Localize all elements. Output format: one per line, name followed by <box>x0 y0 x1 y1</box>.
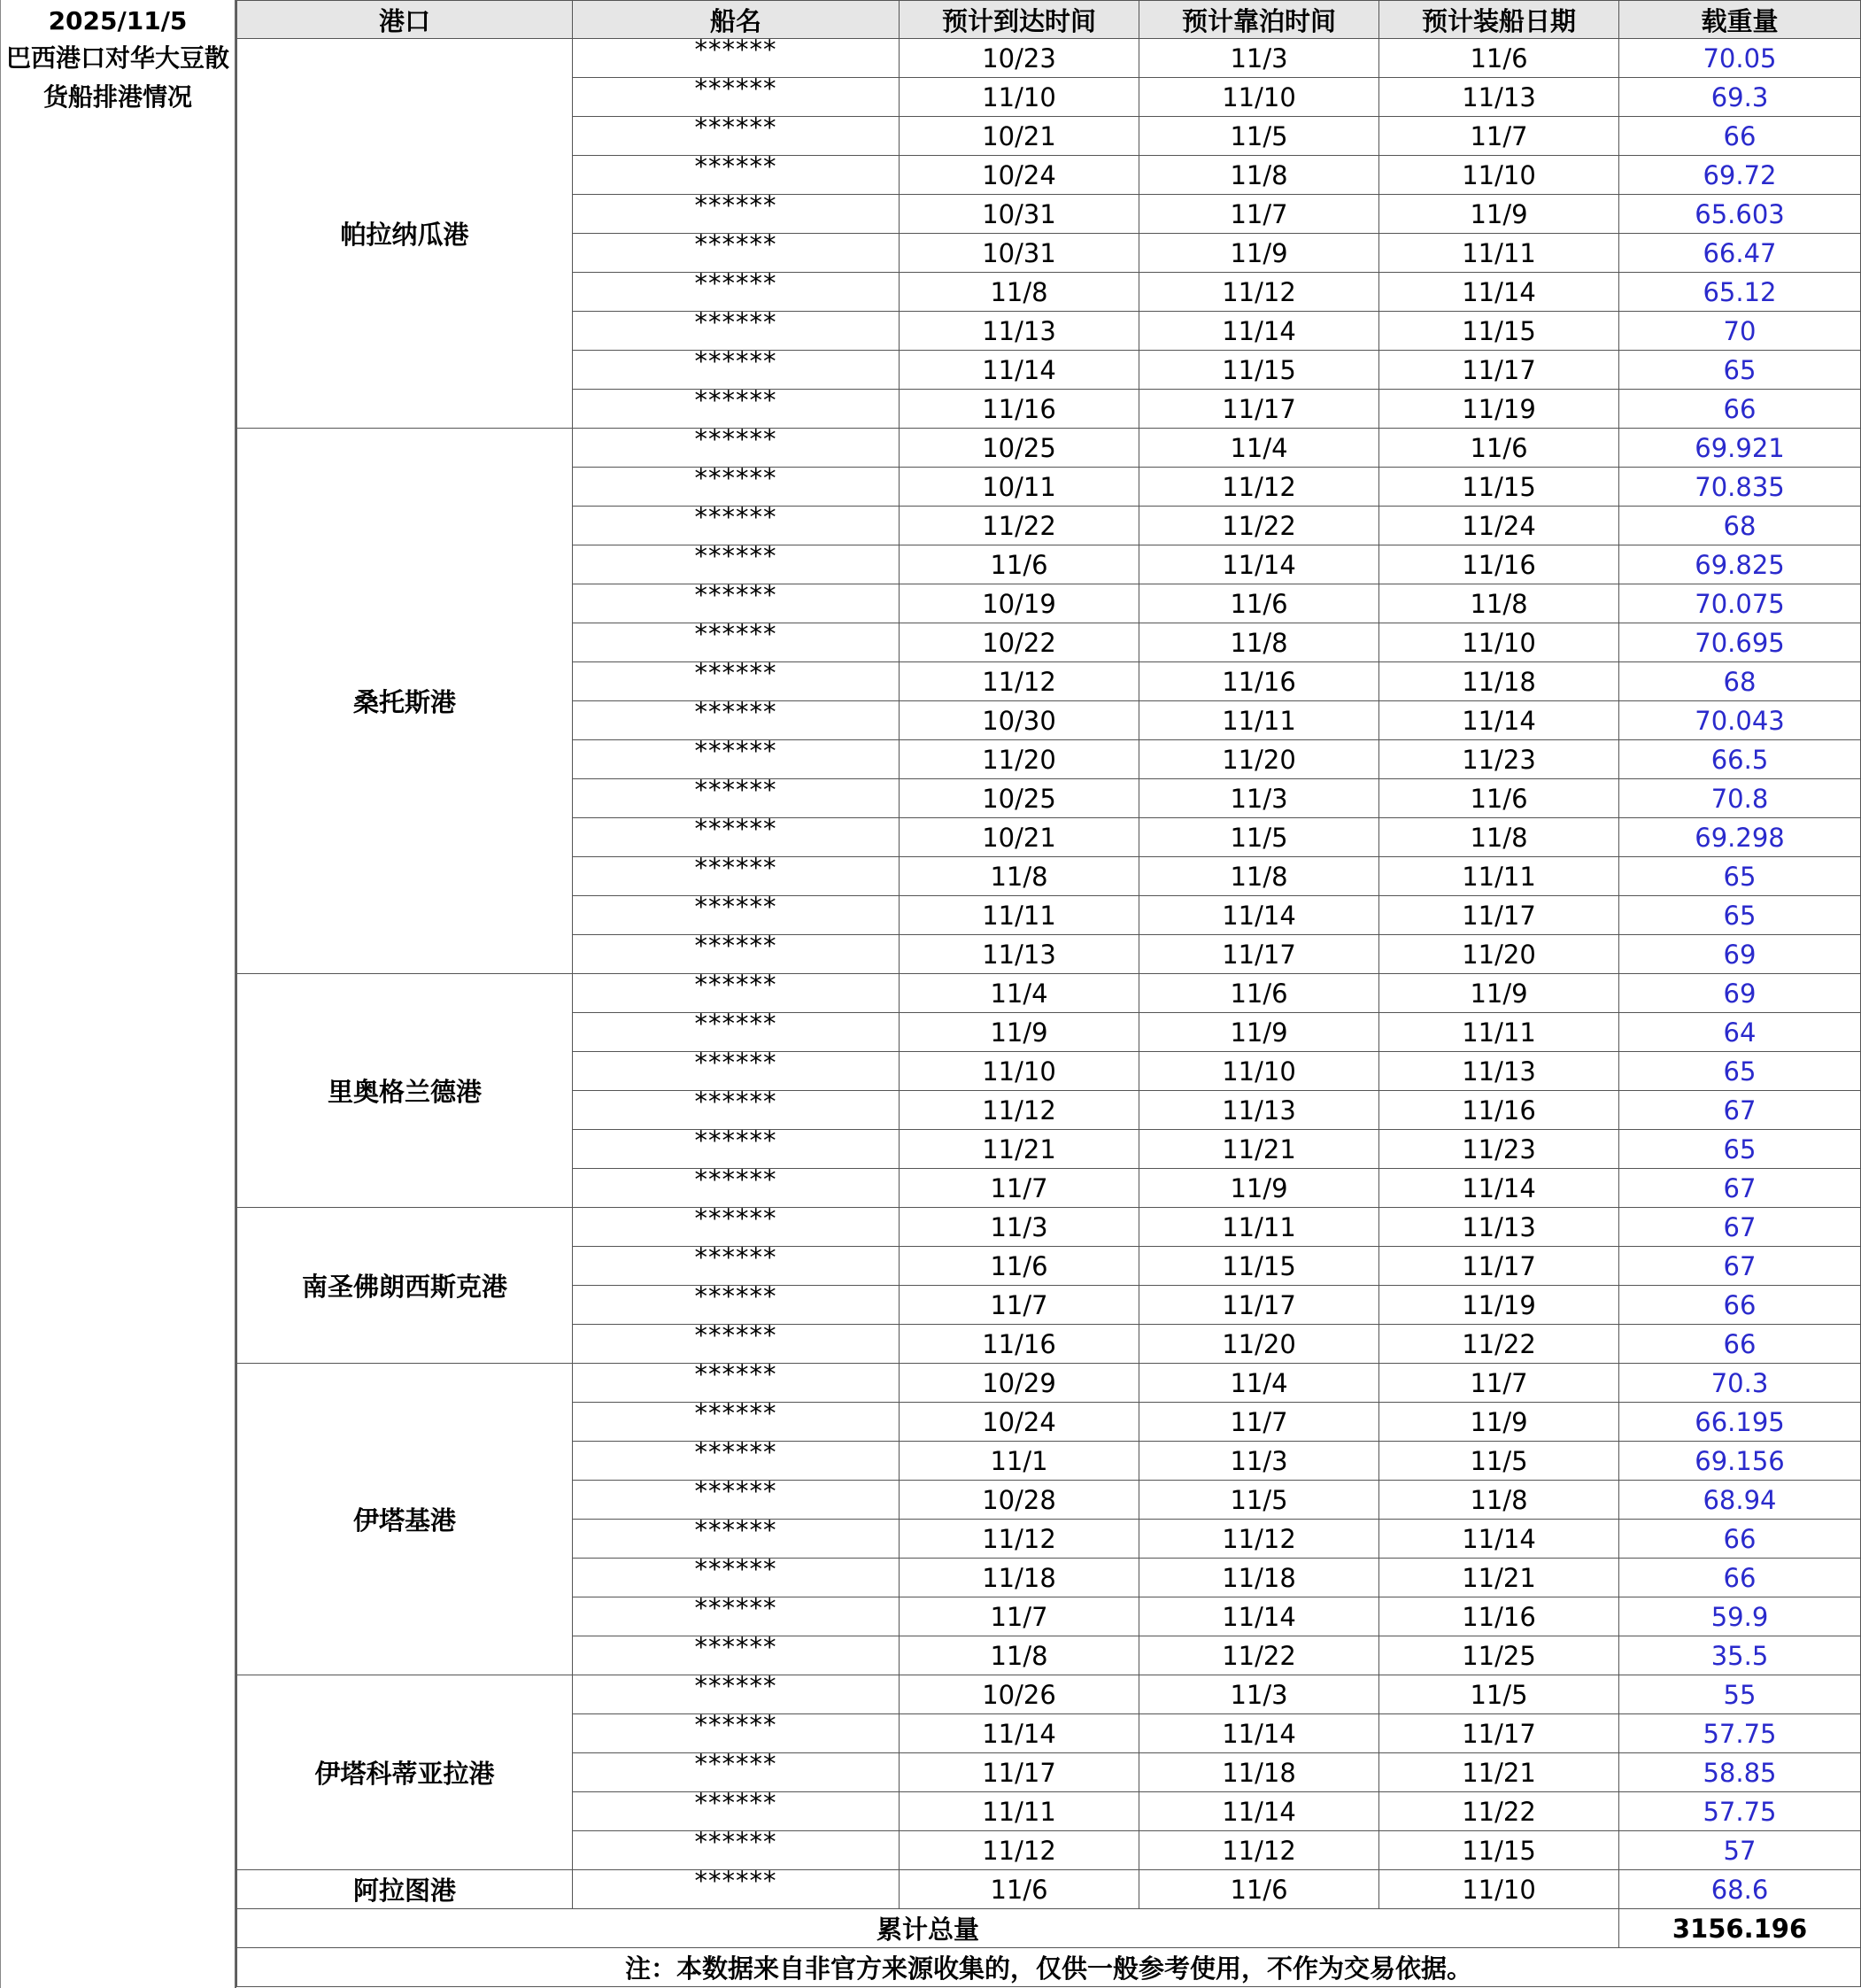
cell-ship: ****** <box>573 1714 900 1753</box>
cell-loading: 11/16 <box>1379 1597 1619 1636</box>
cell-loading: 11/17 <box>1379 896 1619 935</box>
cell-berth: 11/9 <box>1139 1013 1379 1052</box>
header-loading: 预计装船日期 <box>1379 1 1619 39</box>
cell-eta: 10/21 <box>900 818 1139 857</box>
cell-weight: 67 <box>1619 1091 1861 1130</box>
cell-eta: 11/9 <box>900 1013 1139 1052</box>
cell-eta: 11/6 <box>900 545 1139 584</box>
cell-eta: 10/11 <box>900 468 1139 507</box>
cell-berth: 11/11 <box>1139 1208 1379 1247</box>
cell-eta: 11/12 <box>900 1091 1139 1130</box>
cell-weight: 65 <box>1619 351 1861 390</box>
disclaimer-note: 注：本数据来自非官方来源收集的，仅供一般参考使用，不作为交易依据。 <box>237 1948 1861 1987</box>
cell-berth: 11/11 <box>1139 701 1379 740</box>
cell-ship: ****** <box>573 1870 900 1909</box>
cell-weight: 67 <box>1619 1247 1861 1286</box>
cell-ship: ****** <box>573 857 900 896</box>
cell-weight: 65.603 <box>1619 195 1861 234</box>
cell-weight: 70.835 <box>1619 468 1861 507</box>
cell-ship: ****** <box>573 195 900 234</box>
cell-weight: 65.12 <box>1619 273 1861 312</box>
cell-eta: 11/7 <box>900 1169 1139 1208</box>
cell-eta: 11/12 <box>900 1831 1139 1870</box>
cell-berth: 11/6 <box>1139 974 1379 1013</box>
cell-ship: ****** <box>573 1364 900 1403</box>
cell-weight: 65 <box>1619 1130 1861 1169</box>
cell-weight: 66 <box>1619 1559 1861 1597</box>
cell-berth: 11/3 <box>1139 1675 1379 1714</box>
cell-eta: 10/31 <box>900 234 1139 273</box>
cell-weight: 66.5 <box>1619 740 1861 779</box>
cell-loading: 11/6 <box>1379 779 1619 818</box>
port-name: 里奥格兰德港 <box>237 974 573 1208</box>
cell-berth: 11/20 <box>1139 1325 1379 1364</box>
cell-berth: 11/4 <box>1139 429 1379 468</box>
cell-berth: 11/15 <box>1139 351 1379 390</box>
header-ship: 船名 <box>573 1 900 39</box>
cell-eta: 11/10 <box>900 78 1139 117</box>
cell-ship: ****** <box>573 234 900 273</box>
cell-ship: ****** <box>573 740 900 779</box>
cell-berth: 11/5 <box>1139 818 1379 857</box>
cell-eta: 11/14 <box>900 351 1139 390</box>
cell-eta: 11/16 <box>900 390 1139 429</box>
port-name: 帕拉纳瓜港 <box>237 39 573 429</box>
cell-eta: 11/12 <box>900 1520 1139 1559</box>
cell-berth: 11/10 <box>1139 78 1379 117</box>
cell-weight: 69.72 <box>1619 156 1861 195</box>
cell-eta: 11/11 <box>900 1792 1139 1831</box>
cell-berth: 11/9 <box>1139 234 1379 273</box>
cell-ship: ****** <box>573 935 900 974</box>
cell-berth: 11/8 <box>1139 623 1379 662</box>
table-row <box>237 429 1861 468</box>
cell-loading: 11/10 <box>1379 156 1619 195</box>
cell-weight: 69.825 <box>1619 545 1861 584</box>
cell-loading: 11/8 <box>1379 1481 1619 1520</box>
cell-loading: 11/19 <box>1379 1286 1619 1325</box>
cell-ship: ****** <box>573 468 900 507</box>
cell-eta: 10/30 <box>900 701 1139 740</box>
cell-weight: 68.94 <box>1619 1481 1861 1520</box>
cell-ship: ****** <box>573 662 900 701</box>
report-title: 巴西港口对华大豆散货船排港情况 <box>6 43 230 112</box>
cell-berth: 11/14 <box>1139 1792 1379 1831</box>
cell-ship: ****** <box>573 818 900 857</box>
cell-ship: ****** <box>573 1636 900 1675</box>
cell-ship: ****** <box>573 312 900 351</box>
cell-ship: ****** <box>573 779 900 818</box>
cell-eta: 11/10 <box>900 1052 1139 1091</box>
cell-berth: 11/18 <box>1139 1559 1379 1597</box>
cell-berth: 11/14 <box>1139 1597 1379 1636</box>
cell-eta: 11/12 <box>900 662 1139 701</box>
cell-eta: 11/8 <box>900 273 1139 312</box>
total-value: 3156.196 <box>1619 1909 1861 1948</box>
cell-weight: 66.47 <box>1619 234 1861 273</box>
cell-loading: 11/13 <box>1379 1052 1619 1091</box>
cell-weight: 68 <box>1619 507 1861 545</box>
cell-berth: 11/9 <box>1139 1169 1379 1208</box>
cell-ship: ****** <box>573 701 900 740</box>
cell-ship: ****** <box>573 1208 900 1247</box>
cell-berth: 11/13 <box>1139 1091 1379 1130</box>
cell-eta: 11/13 <box>900 312 1139 351</box>
cell-loading: 11/23 <box>1379 1130 1619 1169</box>
schedule-body <box>237 39 1861 1909</box>
cell-ship: ****** <box>573 1559 900 1597</box>
cell-ship: ****** <box>573 623 900 662</box>
cell-eta: 10/21 <box>900 117 1139 156</box>
cell-loading: 11/9 <box>1379 195 1619 234</box>
cell-weight: 69.921 <box>1619 429 1861 468</box>
cell-ship: ****** <box>573 974 900 1013</box>
table-row <box>237 1675 1861 1714</box>
cell-weight: 69.3 <box>1619 78 1861 117</box>
cell-ship: ****** <box>573 1753 900 1792</box>
cell-ship: ****** <box>573 1597 900 1636</box>
cell-loading: 11/9 <box>1379 1403 1619 1442</box>
cell-loading: 11/10 <box>1379 1870 1619 1909</box>
cell-eta: 10/25 <box>900 429 1139 468</box>
cell-weight: 57.75 <box>1619 1792 1861 1831</box>
cell-loading: 11/7 <box>1379 1364 1619 1403</box>
cell-loading: 11/9 <box>1379 974 1619 1013</box>
cell-berth: 11/21 <box>1139 1130 1379 1169</box>
cell-berth: 11/12 <box>1139 468 1379 507</box>
cell-weight: 66 <box>1619 1286 1861 1325</box>
cell-loading: 11/8 <box>1379 818 1619 857</box>
cell-loading: 11/20 <box>1379 935 1619 974</box>
cell-weight: 57 <box>1619 1831 1861 1870</box>
cell-weight: 67 <box>1619 1208 1861 1247</box>
cell-weight: 57.75 <box>1619 1714 1861 1753</box>
cell-loading: 11/25 <box>1379 1636 1619 1675</box>
cell-loading: 11/16 <box>1379 1091 1619 1130</box>
cell-loading: 11/22 <box>1379 1792 1619 1831</box>
port-name: 桑托斯港 <box>237 429 573 974</box>
cell-eta: 10/25 <box>900 779 1139 818</box>
cell-eta: 11/22 <box>900 507 1139 545</box>
header-weight: 载重量 <box>1619 1 1861 39</box>
cell-loading: 11/13 <box>1379 78 1619 117</box>
cell-ship: ****** <box>573 78 900 117</box>
cell-loading: 11/7 <box>1379 117 1619 156</box>
cell-weight: 70.8 <box>1619 779 1861 818</box>
ship-schedule-table <box>236 0 1861 1987</box>
cell-berth: 11/17 <box>1139 1286 1379 1325</box>
cell-weight: 68 <box>1619 662 1861 701</box>
cell-eta: 11/13 <box>900 935 1139 974</box>
cell-loading: 11/5 <box>1379 1675 1619 1714</box>
cell-weight: 68.6 <box>1619 1870 1861 1909</box>
cell-ship: ****** <box>573 390 900 429</box>
table-row <box>237 1208 1861 1247</box>
cell-weight: 70.05 <box>1619 39 1861 78</box>
table-row <box>237 1364 1861 1403</box>
cell-berth: 11/8 <box>1139 156 1379 195</box>
cell-weight: 69.156 <box>1619 1442 1861 1481</box>
cell-berth: 11/14 <box>1139 1714 1379 1753</box>
cell-loading: 11/17 <box>1379 351 1619 390</box>
cell-eta: 11/18 <box>900 1559 1139 1597</box>
cell-weight: 65 <box>1619 896 1861 935</box>
note-row <box>237 1948 1861 1987</box>
cell-eta: 11/21 <box>900 1130 1139 1169</box>
cell-loading: 11/18 <box>1379 662 1619 701</box>
cell-loading: 11/19 <box>1379 390 1619 429</box>
cell-loading: 11/22 <box>1379 1325 1619 1364</box>
cell-loading: 11/11 <box>1379 857 1619 896</box>
cell-berth: 11/12 <box>1139 1520 1379 1559</box>
cell-weight: 65 <box>1619 1052 1861 1091</box>
cell-loading: 11/16 <box>1379 545 1619 584</box>
cell-eta: 10/19 <box>900 584 1139 623</box>
cell-loading: 11/5 <box>1379 1442 1619 1481</box>
cell-eta: 11/4 <box>900 974 1139 1013</box>
cell-weight: 70.3 <box>1619 1364 1861 1403</box>
cell-ship: ****** <box>573 1247 900 1286</box>
cell-berth: 11/14 <box>1139 545 1379 584</box>
cell-eta: 10/28 <box>900 1481 1139 1520</box>
header-berth: 预计靠泊时间 <box>1139 1 1379 39</box>
report-date: 2025/11/5 <box>48 6 188 35</box>
cell-berth: 11/14 <box>1139 312 1379 351</box>
report-sidebar <box>0 0 236 1988</box>
cell-berth: 11/17 <box>1139 390 1379 429</box>
cell-weight: 59.9 <box>1619 1597 1861 1636</box>
cell-ship: ****** <box>573 39 900 78</box>
total-label: 累计总量 <box>237 1909 1619 1948</box>
cell-ship: ****** <box>573 1052 900 1091</box>
cell-weight: 66 <box>1619 1520 1861 1559</box>
cell-loading: 11/15 <box>1379 1831 1619 1870</box>
cell-weight: 58.85 <box>1619 1753 1861 1792</box>
table-row <box>237 974 1861 1013</box>
cell-weight: 69.298 <box>1619 818 1861 857</box>
cell-berth: 11/20 <box>1139 740 1379 779</box>
cell-loading: 11/10 <box>1379 623 1619 662</box>
cell-berth: 11/10 <box>1139 1052 1379 1091</box>
cell-ship: ****** <box>573 584 900 623</box>
cell-weight: 66 <box>1619 1325 1861 1364</box>
cell-weight: 66.195 <box>1619 1403 1861 1442</box>
port-name: 阿拉图港 <box>237 1870 573 1909</box>
cell-ship: ****** <box>573 896 900 935</box>
cell-ship: ****** <box>573 117 900 156</box>
cell-loading: 11/14 <box>1379 1520 1619 1559</box>
cell-eta: 10/26 <box>900 1675 1139 1714</box>
cell-berth: 11/8 <box>1139 857 1379 896</box>
cell-loading: 11/13 <box>1379 1208 1619 1247</box>
cell-weight: 66 <box>1619 390 1861 429</box>
cell-eta: 11/7 <box>900 1286 1139 1325</box>
cell-berth: 11/12 <box>1139 273 1379 312</box>
cell-berth: 11/22 <box>1139 1636 1379 1675</box>
port-name: 伊塔基港 <box>237 1364 573 1675</box>
cell-ship: ****** <box>573 1169 900 1208</box>
cell-berth: 11/5 <box>1139 1481 1379 1520</box>
cell-ship: ****** <box>573 429 900 468</box>
cell-berth: 11/7 <box>1139 195 1379 234</box>
cell-ship: ****** <box>573 1091 900 1130</box>
header-row <box>237 1 1861 39</box>
cell-loading: 11/23 <box>1379 740 1619 779</box>
cell-ship: ****** <box>573 1481 900 1520</box>
cell-loading: 11/8 <box>1379 584 1619 623</box>
cell-eta: 10/23 <box>900 39 1139 78</box>
cell-eta: 11/8 <box>900 857 1139 896</box>
cell-berth: 11/4 <box>1139 1364 1379 1403</box>
cell-ship: ****** <box>573 1013 900 1052</box>
cell-berth: 11/22 <box>1139 507 1379 545</box>
cell-loading: 11/21 <box>1379 1559 1619 1597</box>
cell-weight: 70 <box>1619 312 1861 351</box>
cell-berth: 11/3 <box>1139 39 1379 78</box>
cell-weight: 70.695 <box>1619 623 1861 662</box>
port-name: 南圣佛朗西斯克港 <box>237 1208 573 1364</box>
cell-loading: 11/14 <box>1379 701 1619 740</box>
cell-berth: 11/12 <box>1139 1831 1379 1870</box>
cell-ship: ****** <box>573 1286 900 1325</box>
cell-berth: 11/17 <box>1139 935 1379 974</box>
cell-eta: 10/31 <box>900 195 1139 234</box>
cell-loading: 11/21 <box>1379 1753 1619 1792</box>
cell-ship: ****** <box>573 1675 900 1714</box>
cell-loading: 11/14 <box>1379 273 1619 312</box>
cell-berth: 11/18 <box>1139 1753 1379 1792</box>
cell-eta: 11/7 <box>900 1597 1139 1636</box>
cell-loading: 11/17 <box>1379 1714 1619 1753</box>
cell-ship: ****** <box>573 351 900 390</box>
cell-eta: 11/14 <box>900 1714 1139 1753</box>
cell-ship: ****** <box>573 1325 900 1364</box>
cell-loading: 11/6 <box>1379 429 1619 468</box>
cell-eta: 10/24 <box>900 156 1139 195</box>
cell-ship: ****** <box>573 1792 900 1831</box>
cell-ship: ****** <box>573 545 900 584</box>
cell-eta: 11/6 <box>900 1247 1139 1286</box>
cell-eta: 10/22 <box>900 623 1139 662</box>
cell-weight: 67 <box>1619 1169 1861 1208</box>
cell-ship: ****** <box>573 273 900 312</box>
cell-eta: 10/29 <box>900 1364 1139 1403</box>
cell-weight: 35.5 <box>1619 1636 1861 1675</box>
cell-ship: ****** <box>573 1831 900 1870</box>
cell-ship: ****** <box>573 1520 900 1559</box>
cell-berth: 11/5 <box>1139 117 1379 156</box>
cell-weight: 65 <box>1619 857 1861 896</box>
cell-berth: 11/7 <box>1139 1403 1379 1442</box>
cell-berth: 11/14 <box>1139 896 1379 935</box>
table-row <box>237 39 1861 78</box>
cell-eta: 11/1 <box>900 1442 1139 1481</box>
cell-ship: ****** <box>573 1403 900 1442</box>
cell-ship: ****** <box>573 1442 900 1481</box>
cell-berth: 11/6 <box>1139 584 1379 623</box>
cell-loading: 11/15 <box>1379 468 1619 507</box>
table-row <box>237 1870 1861 1909</box>
cell-eta: 11/17 <box>900 1753 1139 1792</box>
cell-ship: ****** <box>573 507 900 545</box>
cell-loading: 11/15 <box>1379 312 1619 351</box>
cell-eta: 11/3 <box>900 1208 1139 1247</box>
cell-eta: 11/16 <box>900 1325 1139 1364</box>
cell-eta: 10/24 <box>900 1403 1139 1442</box>
cell-loading: 11/11 <box>1379 234 1619 273</box>
cell-eta: 11/8 <box>900 1636 1139 1675</box>
total-row <box>237 1909 1861 1948</box>
cell-berth: 11/3 <box>1139 1442 1379 1481</box>
cell-loading: 11/11 <box>1379 1013 1619 1052</box>
cell-eta: 11/6 <box>900 1870 1139 1909</box>
header-port: 港口 <box>237 1 573 39</box>
cell-berth: 11/15 <box>1139 1247 1379 1286</box>
cell-weight: 70.043 <box>1619 701 1861 740</box>
cell-berth: 11/6 <box>1139 1870 1379 1909</box>
port-name: 伊塔科蒂亚拉港 <box>237 1675 573 1870</box>
cell-weight: 66 <box>1619 117 1861 156</box>
cell-ship: ****** <box>573 1130 900 1169</box>
cell-weight: 55 <box>1619 1675 1861 1714</box>
cell-weight: 70.075 <box>1619 584 1861 623</box>
cell-weight: 64 <box>1619 1013 1861 1052</box>
cell-loading: 11/6 <box>1379 39 1619 78</box>
cell-loading: 11/24 <box>1379 507 1619 545</box>
cell-weight: 69 <box>1619 974 1861 1013</box>
cell-berth: 11/3 <box>1139 779 1379 818</box>
cell-weight: 69 <box>1619 935 1861 974</box>
cell-eta: 11/20 <box>900 740 1139 779</box>
header-eta: 预计到达时间 <box>900 1 1139 39</box>
cell-ship: ****** <box>573 156 900 195</box>
cell-loading: 11/14 <box>1379 1169 1619 1208</box>
cell-berth: 11/16 <box>1139 662 1379 701</box>
cell-eta: 11/11 <box>900 896 1139 935</box>
cell-loading: 11/17 <box>1379 1247 1619 1286</box>
